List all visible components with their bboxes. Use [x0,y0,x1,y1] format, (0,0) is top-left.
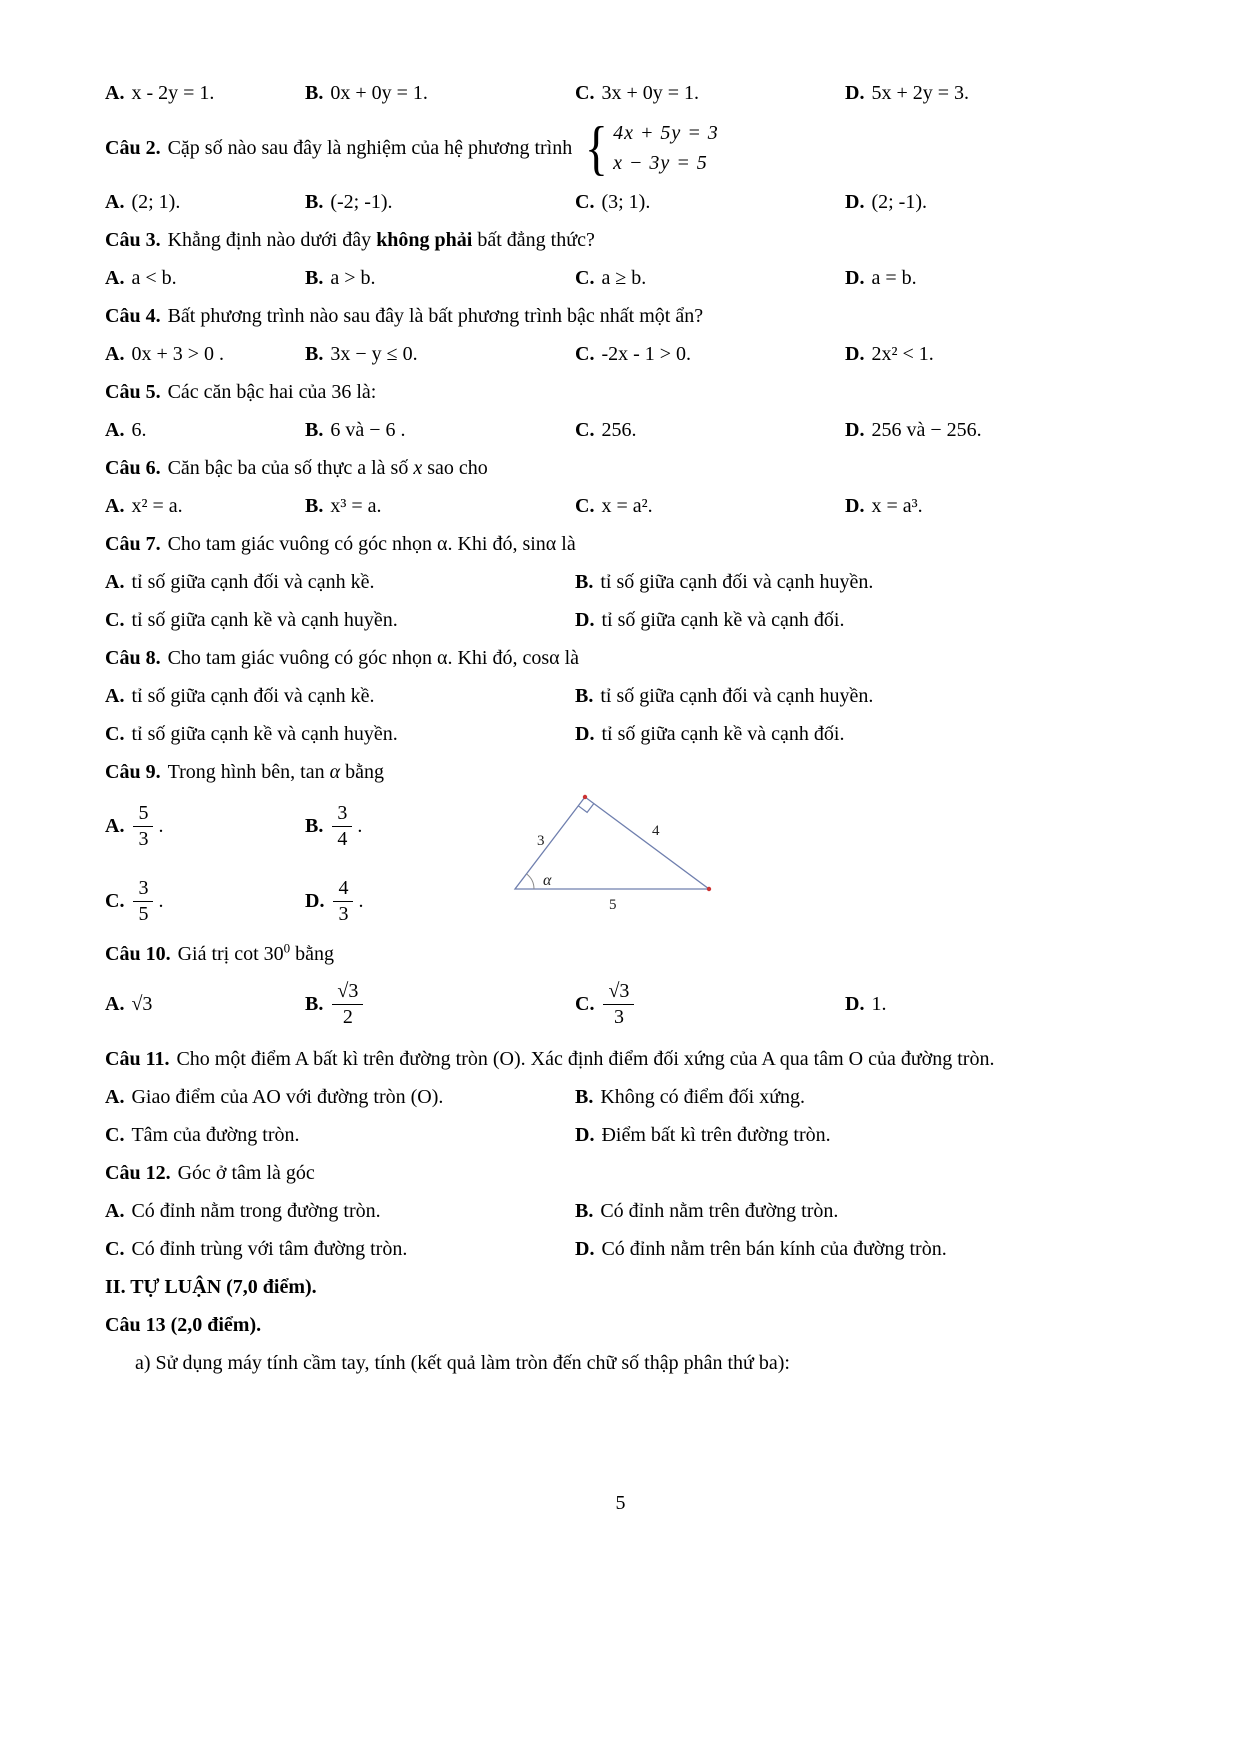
option-label: D. [575,1238,595,1260]
question-5-stem [105,379,1141,406]
option-b [575,569,1141,596]
option-text: Tâm của đường tròn. [131,1124,300,1146]
option-a [105,189,305,216]
option-d [305,876,505,927]
question-13-heading: Câu 13 (2,0 điểm). [105,1314,262,1336]
option-label: B. [575,1086,594,1108]
option-c [105,721,575,748]
option-label: A. [105,993,125,1015]
stem-text: Cho một điểm A bất kì trên đường tròn (O). Xác định điểm đối xứng của A qua tâm O của đường tròn. [176,1048,995,1070]
option-text: 3x − y ≤ 0. [330,343,418,365]
question-5-options [105,417,1141,444]
option-d [575,721,1141,748]
question-12-stem [105,1160,1141,1187]
option-a [105,341,305,368]
equation-1: 4x + 5y = 3 [613,122,719,144]
option-c [575,265,845,292]
stem-text: Các căn bậc hai của 36 là: [167,381,377,403]
option-d [845,80,1141,107]
stem-text: Khẳng định nào dưới đây [167,229,372,251]
option-label: A. [105,815,125,837]
superscript: 0 [283,940,291,956]
equation-system [582,115,719,181]
option-a [105,1198,575,1225]
option-label: C. [105,890,125,912]
option-text: 6. [131,419,147,441]
option-b [305,493,575,520]
option-label: D. [845,82,865,104]
stem-variable: x [413,457,423,479]
option-text: 0x + 0y = 1. [330,82,428,104]
option-label: C. [575,993,595,1015]
option-label: C. [575,267,595,289]
option-label: B. [575,1200,594,1222]
option-d [845,417,1141,444]
option-text: tỉ số giữa cạnh đối và cạnh kề. [131,571,375,593]
question-3-options [105,265,1141,292]
question-10-stem [105,941,1141,968]
option-text: a ≥ b. [601,267,647,289]
option-text: 5x + 2y = 3. [871,82,970,104]
option-label: C. [575,495,595,517]
option-text: x = a². [601,495,653,517]
option-d [575,1236,1141,1263]
option-b [305,265,575,292]
option-label: C. [105,609,125,631]
option-label: B. [305,495,324,517]
option-a [105,801,305,852]
stem-text: bằng [295,943,335,965]
question-13-part-a: a) Sử dụng máy tính cầm tay, tính (kết quả làm tròn đến chữ số thập phân thứ ba): [135,1352,790,1374]
right-triangle-svg [507,791,719,921]
question-1-options [105,80,1141,107]
option-label: B. [305,343,324,365]
stem-text: bất đẳng thức? [477,229,595,251]
question-8-stem [105,645,1141,672]
suffix: . [158,890,164,912]
question-6-options [105,493,1141,520]
stem-text: Bất phương trình nào sau đây là bất phương trình bậc nhất một ẩn? [167,305,704,327]
side-label-left: 3 [537,833,545,849]
fraction: $\frac{√3}{3}$ [603,979,634,1030]
suffix: . [158,815,164,837]
option-label: B. [305,267,324,289]
option-label: A. [105,1200,125,1222]
option-text: √3 [131,993,153,1015]
option-a [105,683,575,710]
question-2-options [105,189,1141,216]
option-b [305,801,505,852]
triangle-figure [507,791,719,927]
option-d [575,1122,1141,1149]
option-text: x² = a. [131,495,183,517]
option-d [575,607,1141,634]
option-c [105,876,305,927]
stem-text: Cặp số nào sau đây là nghiệm của hệ phương trình [167,136,573,159]
stem-text: Cho tam giác vuông có góc nhọn α. Khi đó, sinα là [167,533,576,555]
option-label: C. [105,1238,125,1260]
question-label: Câu 2. [105,136,161,159]
option-label: A. [105,343,125,365]
option-text: x - 2y = 1. [131,82,215,104]
option-label: B. [575,571,594,593]
option-text: (3; 1). [601,191,651,213]
option-c [575,493,845,520]
option-d [845,265,1141,292]
option-c [105,1236,575,1263]
question-9-options [105,797,505,927]
option-a [105,265,305,292]
option-b [575,1084,1141,1111]
option-c [575,979,845,1030]
exam-content [105,80,1141,1388]
alpha-symbol: α [329,761,341,783]
option-d [845,341,1141,368]
question-label: Câu 7. [105,533,161,555]
question-label: Câu 5. [105,381,161,403]
question-3-stem [105,227,1141,254]
option-label: D. [575,723,595,745]
question-7-options [105,569,1141,634]
stem-text: Giá trị cot 30 [177,943,284,965]
option-label: C. [575,419,595,441]
option-label: C. [575,82,595,104]
option-text: a > b. [330,267,376,289]
option-text: -2x - 1 > 0. [601,343,692,365]
question-label: Câu 12. [105,1162,171,1184]
option-label: D. [575,609,595,631]
option-text: a = b. [871,267,917,289]
option-text: Không có điểm đối xứng. [600,1086,806,1108]
option-text: tỉ số giữa cạnh đối và cạnh huyền. [600,571,874,593]
stem-text: sao cho [427,457,488,479]
option-text: tỉ số giữa cạnh kề và cạnh đối. [601,723,845,745]
question-2-stem [105,115,1141,181]
option-text: (-2; -1). [330,191,393,213]
option-label: D. [845,419,865,441]
option-c [575,341,845,368]
right-angle-mark [578,804,594,813]
option-a [105,80,305,107]
question-11-options [105,1084,1141,1149]
option-label: C. [105,1124,125,1146]
option-label: A. [105,82,125,104]
option-b [305,979,575,1030]
question-4-stem [105,303,1141,330]
angle-arc [527,874,535,889]
option-text: Giao điểm của AO với đường tròn (O). [131,1086,444,1108]
option-b [305,417,575,444]
question-label: Câu 6. [105,457,161,479]
option-label: D. [845,993,865,1015]
option-label: B. [575,685,594,707]
option-text: 256 và − 256. [871,419,982,441]
option-text: 2x² < 1. [871,343,934,365]
suffix: . [357,815,363,837]
option-a [105,979,305,1030]
option-label: A. [105,419,125,441]
brace-symbol: { [585,115,609,181]
option-text: Có đỉnh nằm trên đường tròn. [600,1200,839,1222]
option-text: Có đỉnh nằm trong đường tròn. [131,1200,381,1222]
option-c [105,1122,575,1149]
suffix: . [358,890,364,912]
question-11-stem [105,1046,1141,1073]
option-text: Có đỉnh trùng với tâm đường tròn. [131,1238,408,1260]
vertex-dot [583,795,587,799]
question-6-stem [105,455,1141,482]
page-number: 5 [615,1492,626,1514]
stem-bold: không phải [376,229,473,251]
option-text: tỉ số giữa cạnh kề và cạnh đối. [601,609,845,631]
question-10-options [105,979,1141,1030]
option-label: D. [845,343,865,365]
option-label: C. [575,343,595,365]
option-label: D. [845,495,865,517]
option-text: tỉ số giữa cạnh kề và cạnh huyền. [131,723,398,745]
option-label: D. [575,1124,595,1146]
equations [613,118,719,178]
section-2-heading: II. TỰ LUẬN (7,0 điểm). [105,1276,317,1298]
option-text: tỉ số giữa cạnh đối và cạnh huyền. [600,685,874,707]
option-text: 0x + 3 > 0 . [131,343,225,365]
option-a [105,1084,575,1111]
option-label: C. [105,723,125,745]
vertex-dot [707,887,711,891]
question-label: Câu 4. [105,305,161,327]
option-label: B. [305,419,324,441]
option-b [305,341,575,368]
option-text: x = a³. [871,495,923,517]
side-label-right: 4 [652,823,660,839]
fraction: $\frac{4}{3}$ [333,876,353,927]
option-c [575,189,845,216]
fraction: $\frac{3}{5}$ [133,876,153,927]
option-text: tỉ số giữa cạnh kề và cạnh huyền. [131,609,398,631]
question-4-options [105,341,1141,368]
option-b [305,189,575,216]
question-12-options [105,1198,1141,1263]
equation-2: x − 3y = 5 [613,152,708,174]
option-text: (2; -1). [871,191,927,213]
option-text: a < b. [131,267,177,289]
question-label: Câu 8. [105,647,161,669]
stem-text: Trong hình bên, tan [167,761,325,783]
option-b [575,1198,1141,1225]
option-b [575,683,1141,710]
option-label: D. [305,890,325,912]
option-label: A. [105,191,125,213]
option-a [105,569,575,596]
option-c [575,417,845,444]
option-label: C. [575,191,595,213]
option-text: tỉ số giữa cạnh đối và cạnh kề. [131,685,375,707]
option-a [105,417,305,444]
question-8-options [105,683,1141,748]
option-text: 6 và − 6 . [330,419,406,441]
fraction: $\frac{3}{4}$ [332,801,352,852]
stem-text: Cho tam giác vuông có góc nhọn α. Khi đó, cosα là [167,647,580,669]
option-c [575,80,845,107]
option-label: A. [105,267,125,289]
question-7-stem [105,531,1141,558]
option-label: B. [305,993,324,1015]
stem-text: Góc ở tâm là góc [177,1162,315,1184]
option-label: D. [845,267,865,289]
option-label: B. [305,815,324,837]
question-9-stem [105,759,1141,786]
option-b [305,80,575,107]
stem-text: bằng [345,761,385,783]
option-d [845,979,1141,1030]
option-d [845,493,1141,520]
option-a [105,493,305,520]
angle-label: α [543,872,552,889]
option-text: 3x + 0y = 1. [601,82,700,104]
option-label: A. [105,571,125,593]
option-label: A. [105,1086,125,1108]
fraction: $\frac{√3}{2}$ [332,979,363,1030]
option-c [105,607,575,634]
option-label: D. [845,191,865,213]
question-label: Câu 3. [105,229,161,251]
option-text: 256. [601,419,637,441]
option-label: B. [305,191,324,213]
option-text: 1. [871,993,887,1015]
option-text: Có đỉnh nằm trên bán kính của đường tròn. [601,1238,947,1260]
question-label: Câu 10. [105,943,171,965]
question-label: Câu 11. [105,1048,170,1070]
fraction: $\frac{5}{3}$ [133,801,153,852]
option-d [845,189,1141,216]
option-text: (2; 1). [131,191,181,213]
option-label: A. [105,495,125,517]
stem-text: Căn bậc ba của số thực a là số [167,457,409,479]
option-text: x³ = a. [330,495,382,517]
option-label: A. [105,685,125,707]
side-label-bottom: 5 [609,897,617,913]
question-9-body [105,797,1141,927]
option-label: B. [305,82,324,104]
question-label: Câu 9. [105,761,161,783]
option-text: Điểm bất kì trên đường tròn. [601,1124,831,1146]
